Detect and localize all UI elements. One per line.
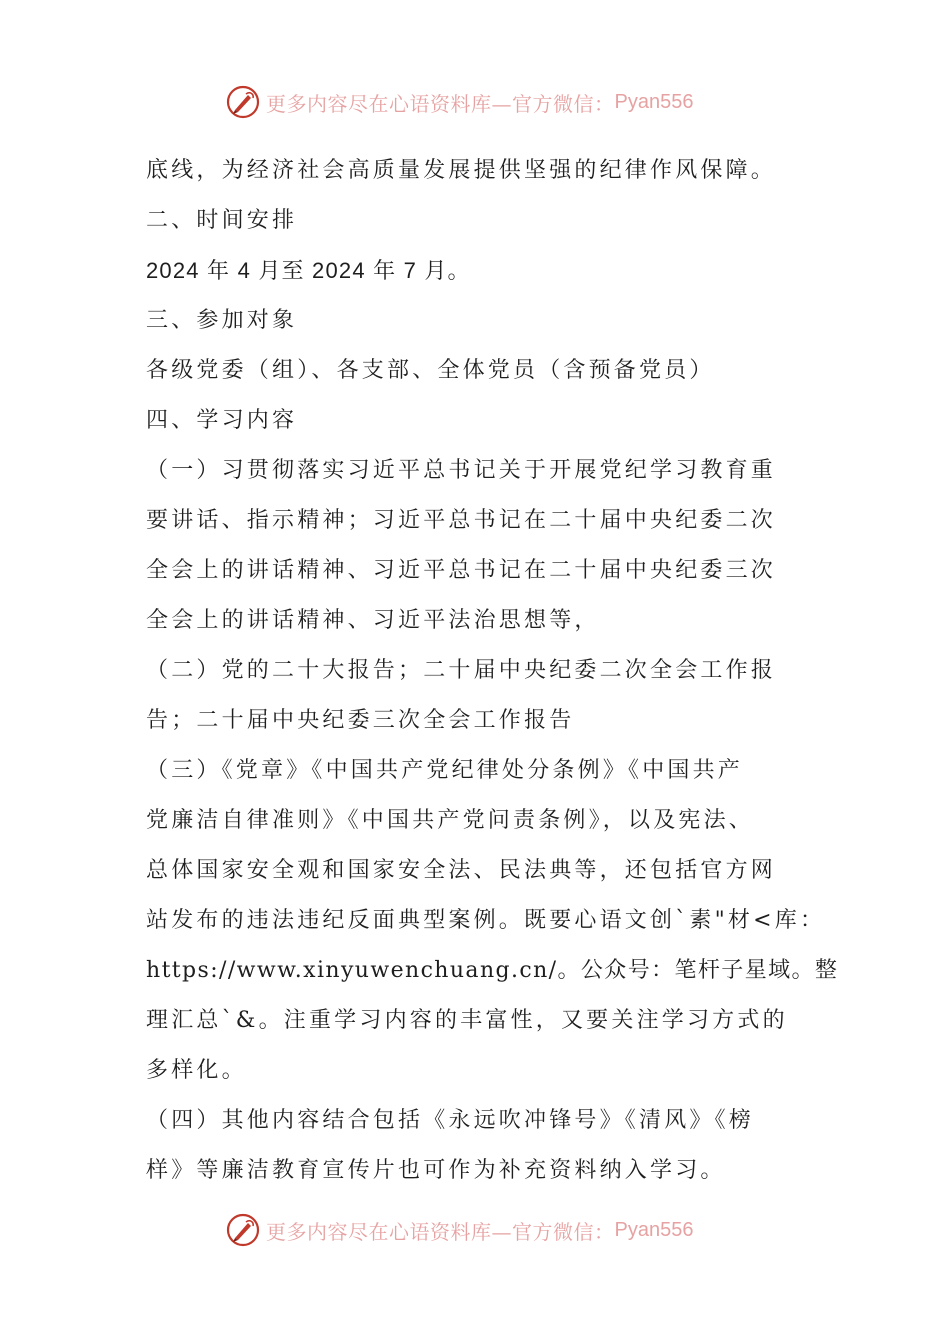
footer-wechat-id: Pyan556	[614, 1218, 694, 1241]
header-wechat-id: Pyan556	[614, 90, 694, 113]
pen-logo-icon	[226, 1213, 260, 1247]
pen-logo-icon	[226, 85, 260, 119]
section-heading: 三、参加对象	[146, 308, 298, 333]
paragraph-line: 全会上的讲话精神、习近平总书记在二十届中央纪委三次	[146, 558, 777, 583]
paragraph-line: 党廉洁自律准则》《中国共产党问责条例》，以及宪法、	[146, 808, 755, 833]
document-body	[146, 146, 839, 1196]
paragraph-line: 样》等廉洁教育宣传片也可作为补充资料纳入学习。	[146, 1158, 726, 1183]
paragraph-line: 多样化。	[146, 1058, 247, 1083]
paragraph-line: 各级党委（组）、各支部、全体党员（含预备党员）	[146, 358, 715, 383]
section-heading: 二、时间安排	[146, 208, 298, 233]
paragraph-line: 告；二十届中央纪委三次全会工作报告	[146, 708, 575, 733]
paragraph-line: 站发布的违法违纪反面典型案例。既要心语文创`素"材<库：	[146, 908, 826, 933]
header-banner[interactable]	[226, 84, 693, 120]
footer-banner[interactable]	[226, 1212, 693, 1248]
paragraph-line: （三）《党章》《中国共产党纪律处分条例》《中国共产	[146, 758, 744, 783]
paragraph-line: 总体国家安全观和国家安全法、民法典等，还包括官方网	[146, 858, 777, 883]
section-heading: 四、学习内容	[146, 408, 298, 433]
header-banner-text: 更多内容尽在心语资料库—官方微信：	[266, 91, 615, 116]
footer-banner-text: 更多内容尽在心语资料库—官方微信：	[266, 1219, 615, 1244]
url-line: https://www.xinyuwenchuang.cn/。公众号：笔杆子星域。整	[146, 958, 839, 983]
paragraph-line: 底线，为经济社会高质量发展提供坚强的纪律作风保障。	[146, 158, 777, 183]
paragraph-line: （一）习贯彻落实习近平总书记关于开展党纪学习教育重	[146, 458, 777, 483]
paragraph-line: （二）党的二十大报告；二十届中央纪委二次全会工作报	[146, 658, 777, 683]
paragraph-line: 理汇总`&。注重学习内容的丰富性，又要关注学习方式的	[146, 1008, 788, 1033]
paragraph-line: 要讲话、指示精神；习近平总书记在二十届中央纪委二次	[146, 508, 777, 533]
paragraph-line: 2024 年 4 月至 2024 年 7 月。	[146, 258, 471, 283]
paragraph-line: （四）其他内容结合包括《永远吹冲锋号》《清风》《榜	[146, 1108, 755, 1133]
paragraph-line: 全会上的讲话精神、习近平法治思想等，	[146, 608, 600, 633]
